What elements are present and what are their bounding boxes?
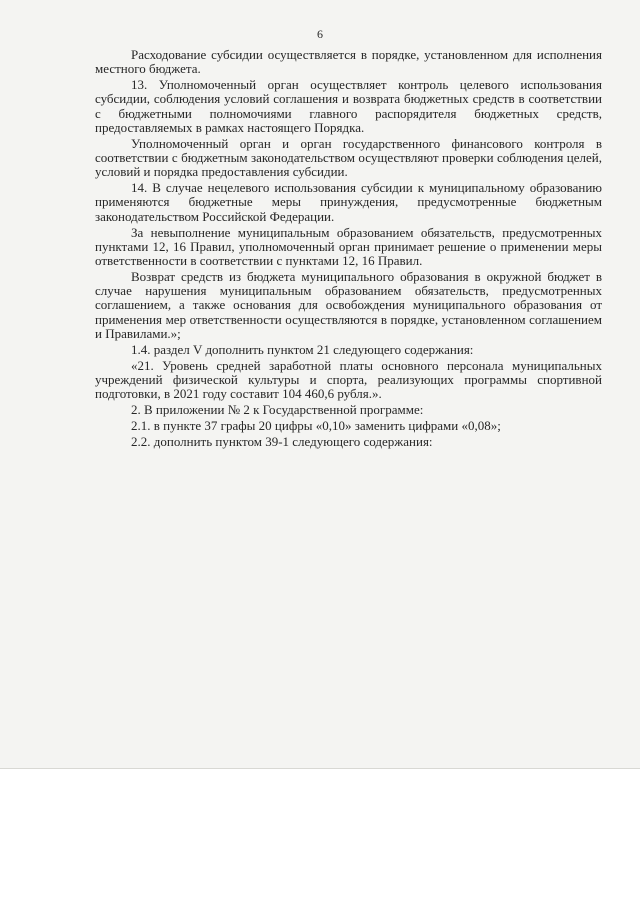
paragraph: 13. Уполномоченный орган осуществляет контроль целевого использования субсидии, соблюдения условий соглашения и возврата бюджетных средств в соответствии с бюджетными полномочиями главного распорядителя бюджетных средств, предоставляемых в рамках настоящего Порядка. [95,77,602,135]
page-number: 6 [317,27,323,41]
paragraph: «21. Уровень средней заработной платы основного персонала муниципальных учреждений физической культуры и спорта, реализующих программы спортивной подготовки, в 2021 году составит 104 460,6 рубля.». [95,357,602,402]
paragraph: За невыполнение муниципальным образованием обязательств, предусмотренных пунктами 12, 16 Правил, уполномоченный орган принимает решение о применении меры ответственности в соответствии с пунктами 12, 16 Правил. [95,224,602,269]
paragraph: 2.2. дополнить пунктом 39-1 следующего содержания: [131,434,433,450]
document-body [95,48,602,451]
paragraph: Расходование субсидии осуществляется в порядке, установленном для исполнения местного бюджета. [95,47,602,77]
paragraph: 2.1. в пункте 37 графы 20 цифры «0,10» заменить цифрами «0,08»; [131,418,501,434]
paragraph: 14. В случае нецелевого использования субсидии к муниципальному образованию применяются бюджетные меры принуждения, предусмотренные бюджетным законодательством Российской Федерации. [95,180,602,224]
paragraph: Возврат средств из бюджета муниципального образования в окружной бюджет в случае нарушения муниципальным образованием обязательств, предусмотренных соглашением, а также основания для освобождения муниципального образования от применения мер ответственности осуществляются в порядке, установленном соглашением и Правилами.»; [95,269,602,341]
paragraph: 1.4. раздел V дополнить пунктом 21 следующего содержания: [131,341,474,357]
paragraph: 2. В приложении № 2 к Государственной программе: [131,402,424,418]
blank-background [0,769,640,905]
paragraph: Уполномоченный орган и орган государственного финансового контроля в соответствии с бюджетным законодательством осуществляют проверки соблюдения целей, условий и порядка предоставления субсидии. [95,135,602,180]
